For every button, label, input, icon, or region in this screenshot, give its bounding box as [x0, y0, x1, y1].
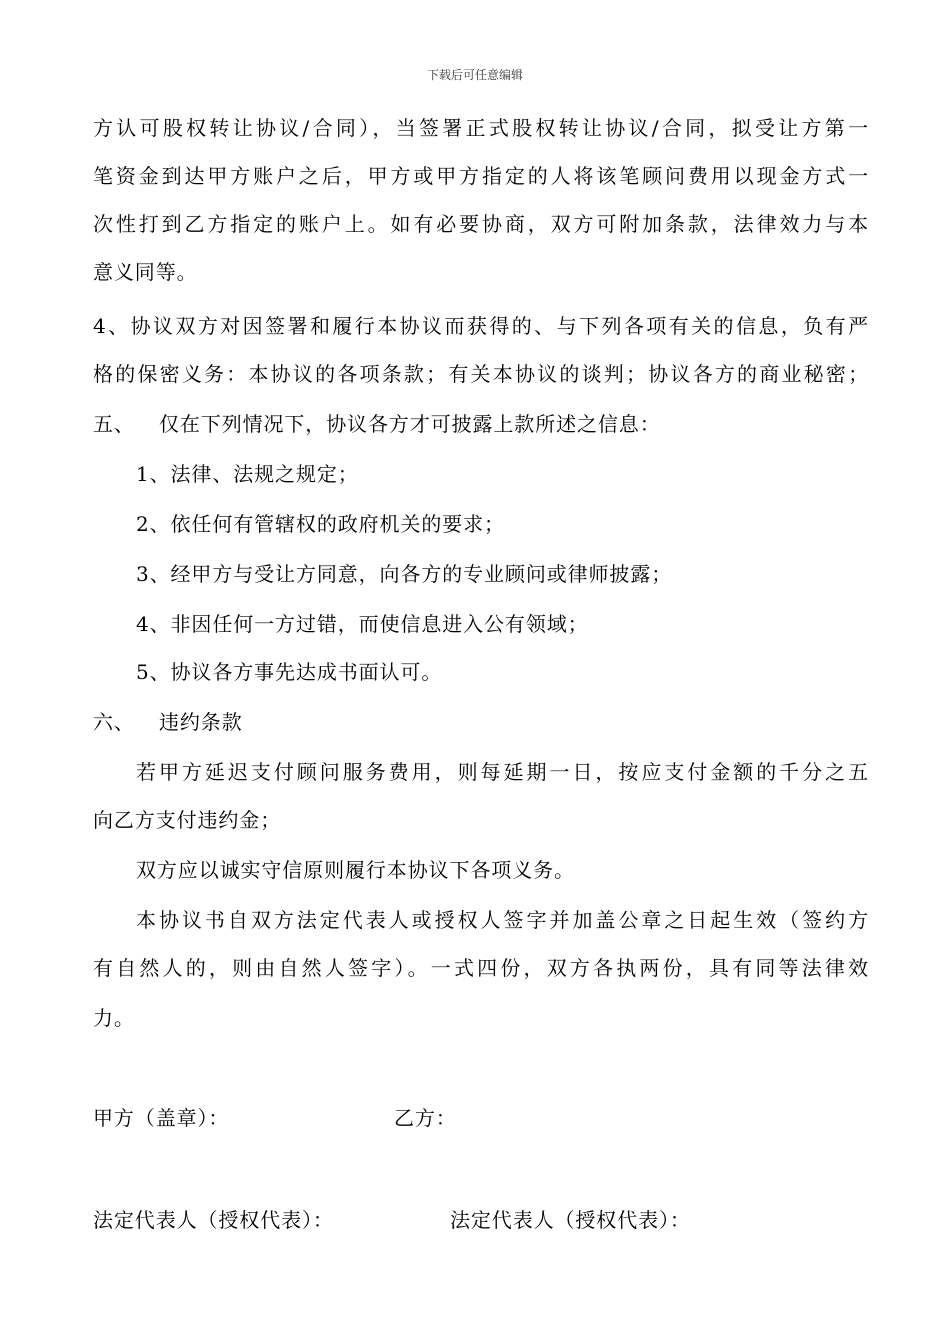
- text-line: 方认可股权转让协议/合同），当签署正式股权转让协议/合同，拟受让方第一: [93, 116, 869, 140]
- text-line: 次性打到乙方指定的账户上。如有必要协商，双方可附加条款，法律效力与本: [93, 212, 869, 236]
- party-b-label: 乙方：: [394, 1106, 457, 1130]
- text-line: 向乙方支付违约金；: [93, 808, 282, 832]
- text-line: 有自然人的，则由自然人签字）。一式四份，双方各执两份，具有同等法律效: [93, 956, 869, 980]
- section-5-number: 五、: [93, 412, 135, 436]
- section-6-title: 违约条款: [159, 710, 243, 734]
- section-6-number: 六、: [93, 710, 135, 734]
- list-item: 2、依任何有管辖权的政府机关的要求；: [136, 512, 505, 536]
- text-line: 若甲方延迟支付顾问服务费用，则每延期一日，按应支付金额的千分之五: [136, 760, 869, 784]
- text-line: 双方应以诚实守信原则履行本协议下各项义务。: [136, 858, 575, 882]
- page-header: 下载后可任意编辑: [426, 68, 523, 82]
- party-b-rep-label: 法定代表人（授权代表）：: [450, 1208, 691, 1232]
- list-item: 5、协议各方事先达成书面认可。: [136, 660, 443, 684]
- party-a-rep-label: 法定代表人（授权代表）：: [93, 1208, 334, 1232]
- list-item: 4、非因任何一方过错，而使信息进入公有领域；: [136, 612, 589, 636]
- text-line: 意义同等。: [93, 260, 198, 284]
- section-5-heading: [93, 412, 661, 436]
- section-6-heading: [93, 710, 243, 734]
- list-item: 3、经甲方与受让方同意，向各方的专业顾问或律师披露；: [136, 562, 673, 586]
- text-line: 力。: [93, 1006, 135, 1030]
- text-line: 本协议书自双方法定代表人或授权人签字并加盖公章之日起生效（签约方: [136, 908, 869, 932]
- text-line: 4、协议双方对因签署和履行本协议而获得的、与下列各项有关的信息，负有严: [93, 314, 869, 338]
- text-line: 格的保密义务：本协议的各项条款；有关本协议的谈判；协议各方的商业秘密；: [93, 362, 869, 386]
- text-line: 笔资金到达甲方账户之后，甲方或甲方指定的人将该笔顾问费用以现金方式一: [93, 164, 869, 188]
- party-a-seal-label: 甲方（盖章）：: [93, 1106, 230, 1130]
- section-5-title: 仅在下列情况下，协议各方才可披露上款所述之信息：: [159, 412, 661, 436]
- list-item: 1、法律、法规之规定；: [136, 462, 359, 486]
